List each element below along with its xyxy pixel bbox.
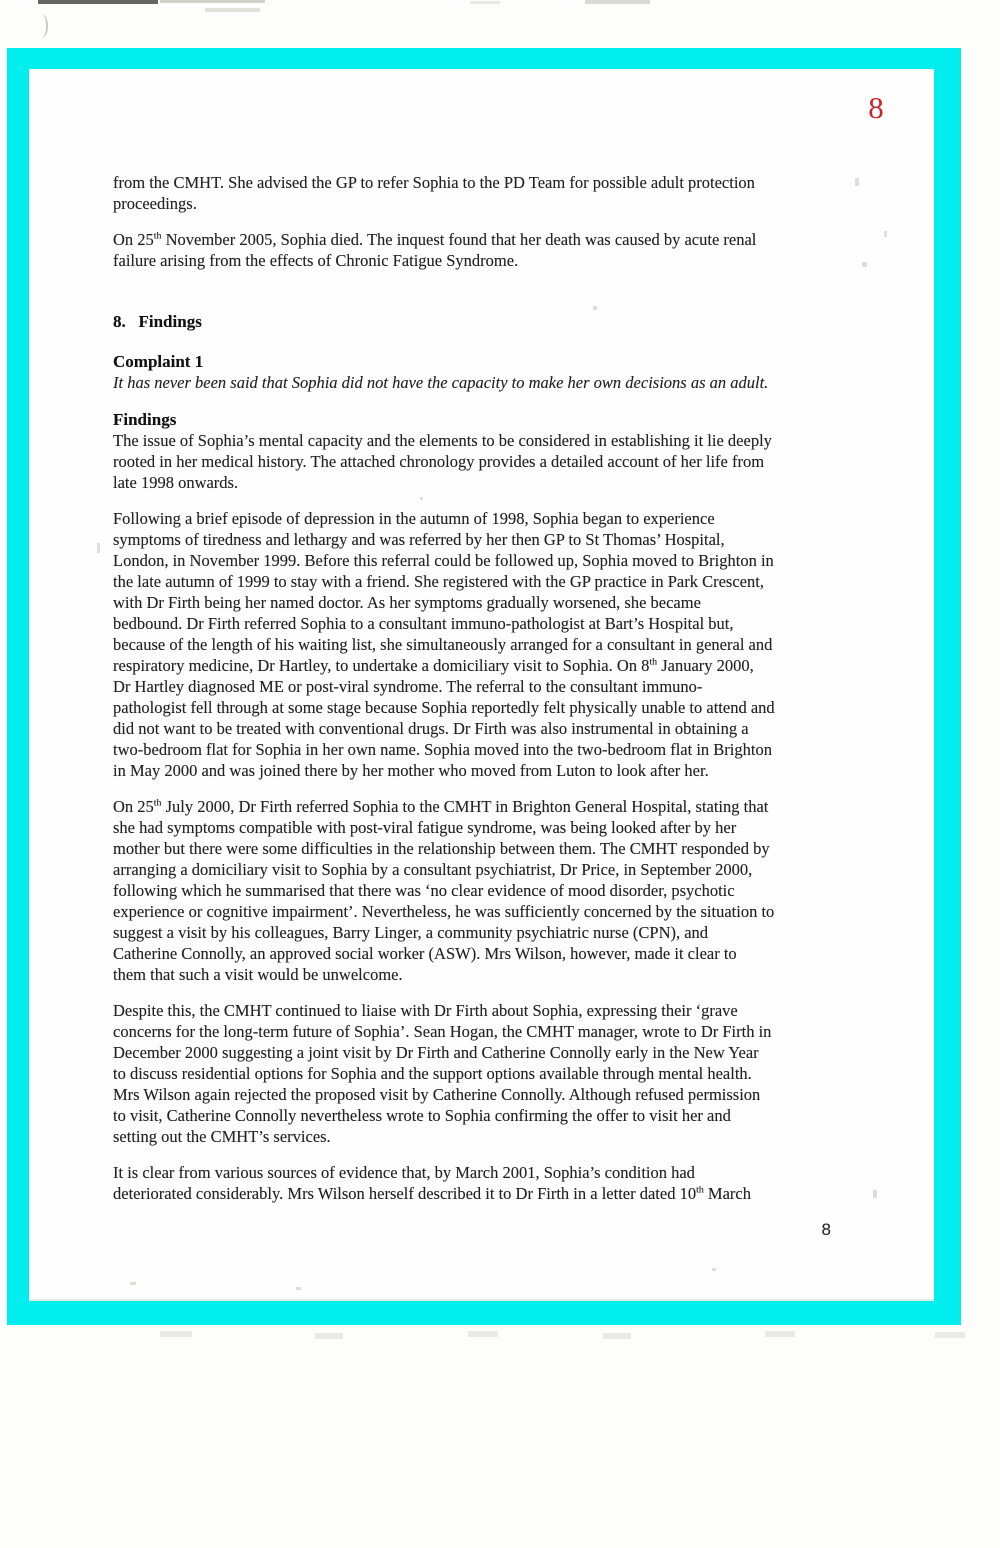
- scan-artifact: [38, 0, 158, 4]
- document-text: [113, 172, 833, 1240]
- paragraph-cmht-advice: from the CMHT. She advised the GP to refer Sophia to the PD Team for possible adult protection proceedings.: [113, 173, 755, 213]
- scan-smudge: [935, 1332, 965, 1338]
- paragraph-condition-deteriorated: It is clear from various sources of evidence that, by March 2001, Sophia’s condition had deteriorated considerably. Mrs Wilson herself described it to Dr Firth in a letter dated 10th March: [113, 1163, 751, 1203]
- scan-smudge: [765, 1331, 795, 1337]
- scan-artifact: [160, 0, 265, 3]
- paragraph-medical-history: Following a brief episode of depression in the autumn of 1998, Sophia began to experience symptoms of tiredness and lethargy and was referred by her then GP to St Thomas’ Hospital, London, in November 1999. Before this referral could be followed up, Sophia moved to Brighton in the late autumn of 1999 to stay with a friend. She registered with the GP practice in Park Crescent, with Dr Firth being her named doctor. As her symptoms gradually worsened, she became bedbound. Dr Firth referred Sophia to a consultant immuno-pathologist at Bart’s Hospital but, because of the length of his waiting list, she simultaneously arranged for a consultant in general and respiratory medicine, Dr Hartley, to undertake a domiciliary visit to Sophia. On 8th January 2000, Dr Hartley diagnosed ME or post-viral syndrome. The referral to the consultant immuno- pathologist fell through at some stage because Sophia reportedly felt physically unable to attend and did not want to be treated with conventional drugs. Dr Firth was also instrumental in obtaining a two-bedroom flat for Sophia in her own name. Sophia moved into the two-bedroom flat in Brighton in May 2000 and was joined there by her mother who moved from Luton to look after her.: [113, 509, 775, 780]
- complaint-1-statement: It has never been said that Sophia did not have the capacity to make her own decisions as an adult.: [113, 373, 769, 392]
- scan-smudge: [160, 1331, 192, 1337]
- subheading-findings: Findings: [113, 410, 177, 429]
- scan-smudge: [603, 1333, 631, 1339]
- scan-smudge: [468, 1331, 498, 1337]
- page-number-top-right: 8: [868, 90, 884, 125]
- paragraph-mental-capacity: The issue of Sophia’s mental capacity and the elements to be considered in establishing it lie deeply rooted in her medical history. The attached chronology provides a detailed account of her life from late 1998 onwards.: [113, 431, 772, 492]
- scan-artifact: [205, 8, 260, 12]
- scan-smudge: [315, 1333, 343, 1339]
- heading-findings-section: 8. Findings: [113, 312, 202, 331]
- scan-artifact: [470, 1, 500, 4]
- page-number-bottom: 8: [821, 1220, 831, 1239]
- paragraph-cmht-referral-2000: On 25th July 2000, Dr Firth referred Sophia to the CMHT in Brighton General Hospital, stating that she had symptoms compatible with post-viral fatigue syndrome, was being looked after by her mother but there were some difficulties in the relationship between them. The CMHT responded by arranging a domiciliary visit to Sophia by a consultant psychiatrist, Dr Price, in September 2000, following which he summarised that there was ‘no clear evidence of mood disorder, psychotic experience or cognitive impairment’. Nevertheless, he was sufficiently concerned by the situation to suggest a visit by his colleagues, Barry Linger, a community psychiatric nurse (CPN), and Catherine Connolly, an approved social worker (ASW). Mrs Wilson, however, made it clear to them that such a visit would be unwelcome.: [113, 797, 775, 984]
- paragraph-cmht-liaison: Despite this, the CMHT continued to liaise with Dr Firth about Sophia, expressing their ‘grave concerns for the long-term future of Sophia’. Sean Hogan, the CMHT manager, wrote to Dr Firth in December 2000 suggesting a joint visit by Dr Firth and Catherine Connolly early in the New Year to discuss residential options for Sophia and the support options available through mental health. Mrs Wilson again rejected the proposed visit by Catherine Connolly. Although refused permission to visit, Catherine Connolly nevertheless wrote to Sophia confirming the offer to visit her and setting out the CMHT’s services.: [113, 1001, 772, 1146]
- scan-artifact: [36, 14, 48, 38]
- subheading-complaint-1: Complaint 1: [113, 352, 204, 371]
- scan-artifact: [585, 0, 650, 4]
- paragraph-death-inquest: On 25th November 2005, Sophia died. The inquest found that her death was caused by acute renal failure arising from the effects of Chronic Fatigue Syndrome.: [113, 230, 757, 270]
